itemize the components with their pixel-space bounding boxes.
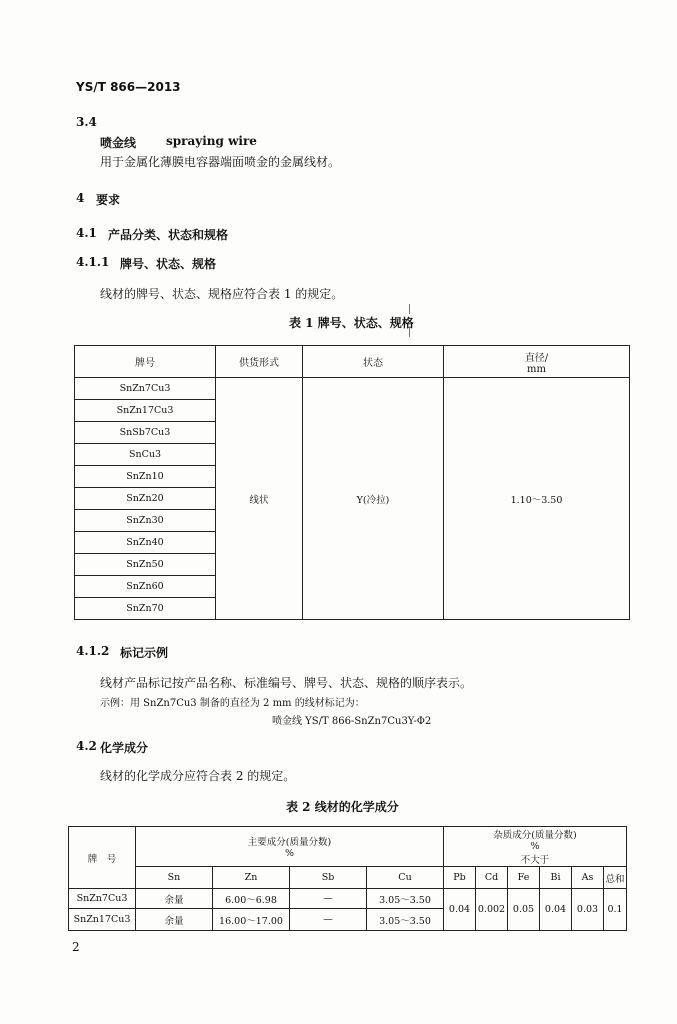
section-4-1-2-text: 线材产品标记按产品名称、标准编号、牌号、状态、规格的顺序表示。 bbox=[100, 676, 473, 690]
col-as: As bbox=[572, 867, 604, 889]
table1-temper-cell: Y(冷拉) bbox=[303, 378, 444, 620]
diameter-unit: mm bbox=[527, 363, 546, 375]
table2-header-main bbox=[136, 827, 444, 867]
col-zn: Zn bbox=[213, 867, 290, 889]
table1-grade-cell: SnZn40 bbox=[75, 532, 216, 554]
table2-row-sb: — bbox=[290, 909, 367, 931]
col-fe: Fe bbox=[508, 867, 540, 889]
table1-header-form: 供货形式 bbox=[216, 346, 303, 378]
term-cn: 喷金线 bbox=[100, 136, 137, 150]
table1-grade-cell: SnZn20 bbox=[75, 488, 216, 510]
term-definition: 用于金属化薄膜电容器端面喷金的金属线材。 bbox=[100, 155, 341, 169]
marking-string: 喷金线 YS/T 866-SnZn7Cu3Y-Φ2 bbox=[272, 716, 432, 727]
table2-header-impurity bbox=[444, 827, 627, 867]
col-sn: Sn bbox=[136, 867, 213, 889]
table2-caption: 表 2 线材的化学成分 bbox=[286, 800, 399, 814]
table2-row-zn: 16.00～17.00 bbox=[213, 909, 290, 931]
section-4-2-title: 化学成分 bbox=[100, 741, 149, 755]
table2-row-grade: SnZn17Cu3 bbox=[69, 909, 136, 931]
section-4-number: 4 bbox=[76, 191, 85, 205]
value-total: 0.1 bbox=[604, 889, 627, 931]
table2-row-cu: 3.05～3.50 bbox=[367, 889, 444, 909]
main-components-label: 主要成分(质量分数) bbox=[247, 837, 332, 848]
section-4-title: 要求 bbox=[96, 193, 121, 207]
table1-grade-cell: SnZn60 bbox=[75, 576, 216, 598]
section-4-1-1-title: 牌号、状态、规格 bbox=[120, 257, 217, 271]
main-components-unit: % bbox=[284, 848, 295, 859]
table1-grade-cell: SnZn50 bbox=[75, 554, 216, 576]
table1-grade-cell: SnSb7Cu3 bbox=[75, 422, 216, 444]
section-4-1-1-text: 线材的牌号、状态、规格应符合表 1 的规定。 bbox=[100, 287, 344, 301]
table1-grade-cell: SnZn70 bbox=[75, 598, 216, 620]
table1-header-grade: 牌号 bbox=[75, 346, 216, 378]
value-as: 0.03 bbox=[572, 889, 604, 931]
col-cd: Cd bbox=[476, 867, 508, 889]
impurity-unit: % bbox=[530, 841, 540, 852]
section-4-2-text: 线材的化学成分应符合表 2 的规定。 bbox=[100, 769, 296, 783]
col-total: 总和 bbox=[604, 867, 627, 889]
table2-header-grade: 牌 号 bbox=[69, 827, 136, 889]
value-fe: 0.05 bbox=[508, 889, 540, 931]
page-number: 2 bbox=[72, 940, 80, 954]
table1-grade-cell: SnZn30 bbox=[75, 510, 216, 532]
table1 bbox=[74, 345, 630, 620]
marking-example: 示例：用 SnZn7Cu3 制备的直径为 2 mm 的线材标记为： bbox=[100, 698, 365, 709]
section-4-1-1-number: 4.1.1 bbox=[76, 255, 110, 269]
diameter-label: 直径/ bbox=[524, 352, 549, 364]
value-bi: 0.04 bbox=[540, 889, 572, 931]
table2-row-cu: 3.05～3.50 bbox=[367, 909, 444, 931]
table2-row-zn: 6.00～6.98 bbox=[213, 889, 290, 909]
table2-row-sn: 余量 bbox=[136, 889, 213, 909]
table1-header-diameter bbox=[444, 346, 630, 378]
table2-row-sb: — bbox=[290, 889, 367, 909]
section-4-1-2-number: 4.1.2 bbox=[76, 644, 110, 658]
term-en: spraying wire bbox=[166, 134, 257, 148]
section-4-2-number: 4.2 bbox=[76, 739, 97, 753]
table1-diameter-cell: 1.10～3.50 bbox=[444, 378, 630, 620]
col-sb: Sb bbox=[290, 867, 367, 889]
table2-row-grade: SnZn7Cu3 bbox=[69, 889, 136, 909]
table1-grade-cell: SnZn17Cu3 bbox=[75, 400, 216, 422]
table2-row-sn: 余量 bbox=[136, 909, 213, 931]
section-4-1-number: 4.1 bbox=[76, 226, 97, 240]
col-bi: Bi bbox=[540, 867, 572, 889]
section-4-1-title: 产品分类、状态和规格 bbox=[108, 228, 229, 242]
col-cu: Cu bbox=[367, 867, 444, 889]
section-3-4-number: 3.4 bbox=[76, 115, 97, 129]
table2 bbox=[68, 826, 627, 931]
col-pb: Pb bbox=[444, 867, 476, 889]
impurity-limit: 不大于 bbox=[520, 855, 550, 866]
table1-grade-cell: SnZn10 bbox=[75, 466, 216, 488]
section-4-1-2-title: 标记示例 bbox=[120, 646, 169, 660]
table1-form-cell: 线状 bbox=[216, 378, 303, 620]
table1-header-temper: 状态 bbox=[303, 346, 444, 378]
impurity-label: 杂质成分(质量分数) bbox=[493, 830, 577, 841]
table1-caption: 表 1 牌号、状态、规格 bbox=[289, 316, 414, 330]
standard-number: YS/T 866—2013 bbox=[76, 80, 181, 94]
value-pb: 0.04 bbox=[444, 889, 476, 931]
table1-grade-cell: SnCu3 bbox=[75, 444, 216, 466]
value-cd: 0.002 bbox=[476, 889, 508, 931]
table1-grade-cell: SnZn7Cu3 bbox=[75, 378, 216, 400]
scan-mark bbox=[409, 304, 410, 314]
